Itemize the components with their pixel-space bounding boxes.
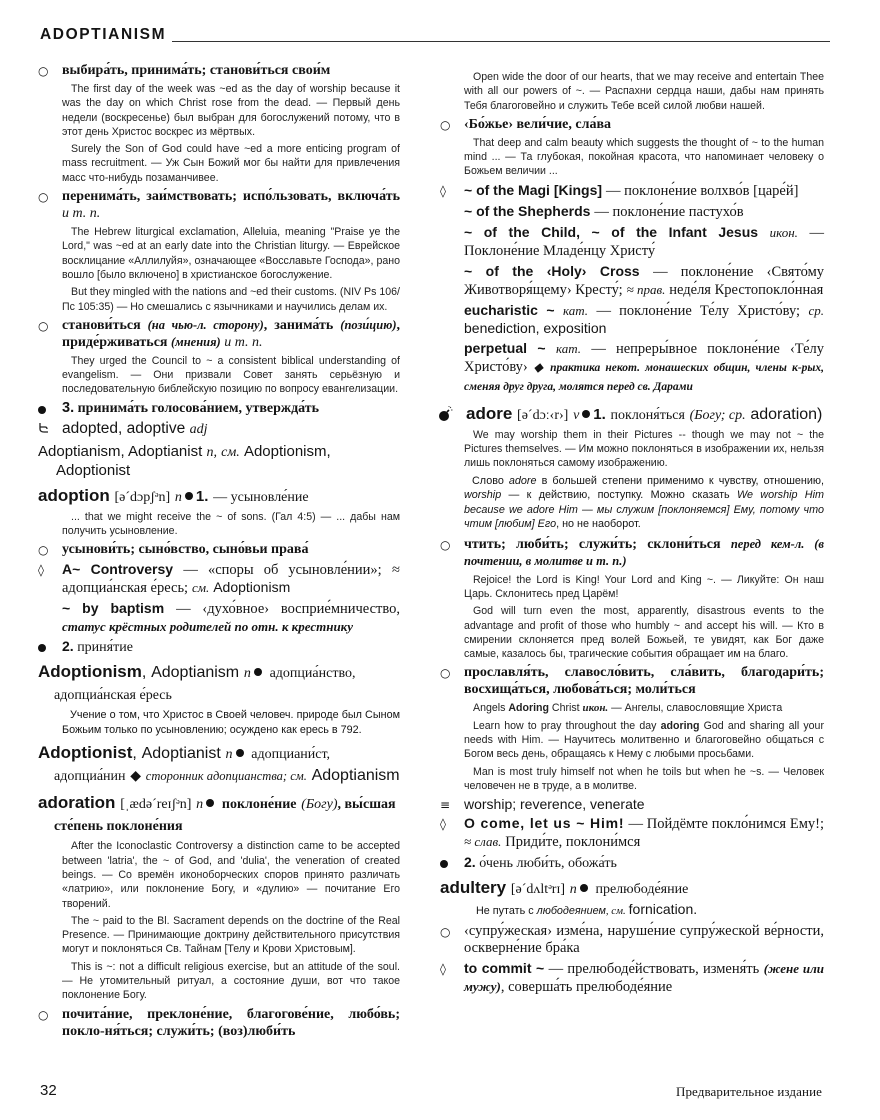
diamond-icon: ◊ (440, 961, 446, 976)
idiom-translation: — непреры́вное поклоне́ние ‹Те́лу Христо́ву› (464, 340, 825, 375)
idiom-eucharistic (440, 302, 824, 337)
headword: Adoptionism (38, 662, 142, 682)
label: кат. (562, 302, 589, 318)
example: God will turn even the most, apparently, disastrous events to the advantage and profit of those who humbly ~ and accept his will. — Кто в смирении склоняется пред волей Божьей, те увидят, как Бог даже самые, казалось бы, трагические события обращает им на благо. (464, 605, 824, 661)
idiom-phrase: ~ of the Magi [Kings] (464, 181, 603, 198)
headword: adoration (38, 793, 116, 813)
see-label: ср. (808, 302, 825, 318)
example: Open wide the door of our hearts, that we may receive and entertain Thee with all our powers of ~. — Распахни сердца наши, дабы нам принять Тебя благоговейно и служить Тебе всей силой любви нашей. (464, 71, 824, 112)
sense-number: 3. (62, 399, 75, 416)
gloss: (Богу; ср. (689, 407, 746, 423)
idiom-translation: — Поклоне́ние Младе́нцу Христу́ (464, 224, 824, 259)
headword: adore (466, 403, 513, 423)
sense-text: усынови́ть; сыно́вство, сыно́вьи права́ (62, 542, 309, 558)
idiom-phrase: ~ by baptism (62, 600, 165, 617)
right-column (440, 70, 824, 999)
triple-bar-icon: ≡ (440, 798, 451, 813)
note-text: Не путать с (476, 905, 534, 918)
open-circle-icon: ○ (38, 318, 49, 333)
example: The first day of the week was ~ed as the day of worship because it was the day on which Christ rose from the dead. — Первый день недели (воскресенье) был выбран для богослужений потому, что в этот день Христос воскрес из мёртвых. (62, 83, 400, 138)
open-circle-icon: ○ (440, 117, 451, 132)
idiom-holy-cross (440, 263, 824, 299)
example: This is ~: not a difficult religious exercise, but an attitude of the soul. — Не утомительный ритуал, а состояние души, вот что такое поклонение Богу. (62, 960, 400, 1002)
adoration-sense-glory (440, 116, 824, 133)
open-circle-icon: ○ (440, 666, 451, 681)
gloss: сторонник адопцианства; см. (145, 769, 307, 784)
filled-circle-icon (582, 410, 590, 418)
sense-text: выбира́ть, принима́ть; станови́ться свои́м (62, 63, 331, 78)
idiom-translation: — поклоне́ние ‹Свято́му Животворя́щему› Кресту́; (464, 263, 825, 298)
idiom-translation: — «споры об усыновле́нии»; (183, 562, 382, 579)
pronunciation: [ˌædə´reɪʃᵊn] (120, 797, 192, 813)
adore-sense-2 (440, 854, 824, 872)
idiom-translation: — Пойдёмте покло́нимся Ему!; (628, 816, 825, 833)
sense-text: почита́ние, преклоне́ние, благогове́ние, любо́вь; покло-ня́ться; служи́ть; (воз)люби́ть (62, 1006, 400, 1039)
usage-note (440, 474, 824, 532)
pronunciation: [ə´dɔpʃᵊn] (114, 489, 171, 505)
synonyms (440, 796, 824, 813)
edition-label: Предварительное издание (675, 1084, 822, 1099)
example: They urged the Council to ~ a consistent biblical understanding of evangelism. — Они призвали Совет занять серьёзную и последовательную библейскую позицию по вопросу евангелизации. (62, 354, 400, 396)
idiom-translation: ≈ адопциа́нская е́ресь; (62, 562, 401, 597)
part-of-speech: v (573, 407, 580, 423)
diamond-icon: ◊ (440, 817, 446, 832)
part-of-speech: n, (206, 444, 217, 460)
example: The ~ paid to the Bl. Sacrament depends on the doctrine of the Real Presence. — Принимающие доктрину действительного присутствия могут и поклоняться Св. Тайнам [Телу и Крови Христовым]. (62, 914, 400, 956)
note-text: Слово (472, 474, 504, 487)
idiom-adoption-by-baptism (38, 600, 400, 635)
sense-gloss: (мнения) (171, 334, 221, 349)
part-of-speech: n (243, 666, 251, 682)
note-text: , но не наоборот. (556, 518, 641, 531)
example: But they mingled with the nations and ~ed their customs. (NIV Ps 106/Пс 105:35) — Но смешались с язычниками и научились делам их. (62, 286, 400, 313)
label: ≈ слав. (464, 834, 502, 850)
filled-circle-icon (580, 884, 588, 892)
translation: адопциа́нство, адопциа́нская е́ресь (54, 666, 356, 704)
left-column (38, 60, 400, 1043)
open-circle-icon: ○ (38, 1007, 49, 1022)
example-text: Christ (551, 702, 580, 715)
adore-sense-c (440, 664, 824, 698)
adopt-sense-3 (38, 400, 400, 417)
sense-text: чтить; люби́ть; служи́ть; склони́ться (464, 536, 721, 552)
idiom-to-commit (440, 960, 824, 996)
entry-adore (440, 404, 824, 426)
sense-gloss: перед кем-л. (в почтении, в молитве и т. п.) (464, 536, 824, 568)
adoration-sub-sense (38, 1006, 400, 1040)
synonym-list: worship; reverence, venerate (464, 796, 645, 813)
example: The Hebrew liturgical exclamation, Alleluia, meaning "Praise ye the Lord," was ~ed at an early date into the Christian liturgy. — Еврейское восклицание «Аллилуйя», означающее «Восславьте Господа», рано вошло [было включено] в христианское богослужение. (62, 226, 400, 281)
variant-headword: Adoptianist (141, 745, 221, 763)
see-label: см. (191, 580, 210, 596)
pronunciation: [ə´dɔː‹r›] (517, 407, 569, 423)
example: Man is most truly himself not when he toils but when he ~s. — Человек человечен не в труде, а в молитве. (464, 765, 824, 792)
idiom-shepherds (440, 203, 824, 221)
note-example: We worship Him because we adore Him — мы служим [поклоняемся] Ему, потому что чтим [любим] Его (464, 489, 824, 531)
diamond-icon: ◊ (38, 563, 44, 578)
idiom-translation: — ‹духо́вное› восприе́мничество, (176, 601, 401, 618)
sense-gloss: (на чью-л. сторону) (147, 317, 264, 332)
idiom-phrase: eucharistic ~ (464, 301, 555, 318)
variant-headword: Adoptianism (151, 664, 240, 682)
headword: adoption (38, 485, 110, 505)
entry-adoptionist: Adoptionist, Adoptianist n адопциани́ст, адопциа́нин ◆ сторонник адопцианства; см. Adoptianism (38, 743, 400, 785)
idiom-phrase: ~ of the Shepherds (464, 202, 591, 219)
example: Surely the Son of God could have ~ed a more enticing program of mass recruitment. — Уж Сын Божий мог бы найти для привлечения масс что-нибудь позаманчивее. (62, 143, 400, 184)
note-term: любодеянием (536, 905, 606, 918)
page-number: 32 (40, 1082, 57, 1099)
sense-gloss: (пози́цию) (340, 317, 397, 332)
label: кат. (555, 340, 581, 356)
derivative-words: adopted, adoptive (62, 419, 186, 437)
example-headword: adoring (660, 719, 700, 732)
entry-adultery (440, 878, 824, 900)
idiom-phrase: ~ of the ‹Holy› Cross (464, 262, 640, 279)
entry-adoptionism: Adoptionism, Adoptianism n адопциа́нство, адопциа́нская е́ресь (38, 662, 356, 704)
usage-note (440, 902, 824, 919)
adore-sense-b (440, 536, 824, 570)
filled-circle-icon (236, 749, 244, 757)
idiom-phrase: to commit ~ (464, 959, 545, 976)
derivatives (38, 420, 400, 439)
idiom-phrase: ~ of the Child, ~ of the Infant Jesus (464, 223, 759, 240)
translation: — усыновле́ние (213, 489, 309, 505)
example (440, 719, 824, 762)
entry-adoption (38, 486, 400, 508)
part-of-speech: adj (189, 421, 208, 437)
note-term: worship (464, 489, 502, 502)
usage-note: Учение о том, что Христос в Своей человеч. природе был Сыном Божьим только по усыновлению; осуждено как ересь в 792. (62, 709, 400, 736)
idiom-phrase: perpetual ~ (464, 339, 546, 356)
example (440, 701, 824, 715)
example-headword: Adoring (508, 702, 549, 715)
idiom-translation: неде́ля Крестопокло́нная (669, 281, 824, 298)
sense-text: о́чень люби́ть, обожа́ть (479, 856, 617, 872)
filled-circle-icon (185, 492, 193, 500)
filled-circle-icon (440, 857, 456, 874)
idiom-o-come (440, 815, 824, 851)
idiom-phrase: O come, let us ~ Him! (464, 815, 625, 832)
part-of-speech: n (569, 882, 577, 898)
example-text: Learn how to pray throughout the day (473, 719, 657, 732)
sense-text: , занима́ть (263, 317, 334, 333)
idiom-translation: Приди́те, поклони́мся (505, 834, 641, 851)
translation: адопциани́ст, адопциа́нин (54, 747, 331, 785)
open-circle-icon: ○ (440, 537, 451, 552)
open-circle-icon: ○ (38, 190, 49, 205)
idiom-child (440, 224, 824, 260)
sense-number: 1. (593, 405, 606, 423)
sense-tail: и т. п. (62, 206, 101, 222)
sense-text: принима́ть голосова́нием, утвержда́ть (77, 400, 320, 416)
see-label: , см. (605, 905, 626, 918)
idiom-perpetual (440, 340, 824, 396)
open-circle-icon: ○ (38, 64, 49, 78)
example: That deep and calm beauty which suggests the thought of ~ to the human mind ... — Та глубокая, покойная красота, что напоминает человеку о Божьем величии ... (464, 136, 824, 178)
open-circle-icon: ○ (440, 924, 451, 939)
adultery-sense (440, 923, 824, 957)
adopt-sense-c (38, 317, 400, 351)
example-text: Angels (473, 702, 506, 715)
sense-text: перенима́ть, заи́мствовать; испо́льзовать, включа́ть (62, 189, 400, 205)
translation: прелюбоде́яние (595, 882, 689, 898)
idiom-gloss: ◆ практика некот. монашеских общин, члены к-рых, сменяя друг друга, молятся перед св. Дарами (464, 361, 825, 393)
cross-reference[interactable]: Adoptionism, Adoptionist (56, 442, 331, 479)
adoption-sub-sense (38, 541, 400, 558)
note-text: в большей степени применимо к чувству, отношению, (541, 474, 825, 487)
filled-circle-icon (38, 403, 54, 420)
part-of-speech: n (196, 797, 204, 813)
sense-text: , приде́рживаться (62, 317, 401, 350)
entry-adoptianism (38, 443, 400, 480)
label: икон. (769, 224, 798, 240)
idiom-translation: — поклоне́ние Те́лу Христо́ву; (596, 302, 801, 319)
pointing-hand-icon (38, 421, 54, 439)
adoption-sense-2 (38, 638, 400, 656)
cross-reference[interactable]: Adoptionism (213, 579, 291, 596)
sense-number: 2. (464, 854, 476, 871)
headword: Adoptionist (38, 743, 133, 763)
idiom-translation: — поклоне́ние пастухо́в (594, 203, 744, 220)
sense-text: ‹Бо́жье› вели́чие, сла́ва (464, 116, 611, 132)
cross-reference[interactable]: adoration) (750, 405, 823, 423)
open-circle-icon: ○ (38, 543, 49, 558)
diamond-icon: ◊ (440, 183, 446, 198)
sense-number: 1. (195, 487, 209, 505)
example-text: — Ангелы, славословящие Христа (611, 702, 783, 715)
label: икон. (582, 702, 609, 715)
idiom-gloss: (жене или мужу) (464, 960, 825, 994)
cross-reference[interactable]: benediction, exposition (464, 319, 607, 336)
headword: Adoptianism, Adoptianist (38, 442, 203, 460)
gloss: (Богу) (301, 797, 338, 813)
small-diamond-icon: ◆ (130, 769, 142, 785)
example: We may worship them in their Pictures -- though we may not ~ the Pictures themselves. — Им можно поклоняться в изображении их, нельзя лишь поклоняться самому изображению. (464, 428, 824, 470)
part-of-speech: n (225, 747, 233, 763)
headword: adultery (440, 878, 507, 898)
translation: поклоня́ться (610, 407, 685, 423)
idiom-gloss: статус крёстных родителей по отн. к крестнику (62, 619, 354, 635)
idiom-adoption-controversy (38, 561, 400, 597)
sense-number: 2. (62, 638, 74, 655)
example: Rejoice! the Lord is King! Your Lord and King ~. — Ликуйте: Он наш Царь. Склонитесь пред Царём! (464, 573, 824, 600)
pronunciation: [ə´dʌltᵊrɪ] (510, 882, 565, 898)
filled-circle-icon (38, 641, 54, 658)
sense-text: прославля́ть, славосло́вить, сла́вить, благодари́ть; восхища́ться, любова́ться; моли́ться (464, 665, 824, 698)
idiom-translation: , соверша́ть прелюбоде́яние (500, 978, 673, 995)
entry-adoration (38, 793, 400, 837)
filled-circle-icon (254, 668, 262, 676)
translation: поклоне́ние (221, 797, 297, 813)
example: After the Iconoclastic Controversy a distinction came to be accepted between 'latria', the ~ of God, and 'dulia', the veneration of created beings. — Со времён иконоборческих споров принято различать «латрию», или поклонение Богу, и «дулию» — почитание Его творений. (62, 840, 400, 910)
running-head (40, 26, 830, 46)
cross-reference[interactable]: Adoptianism (311, 767, 400, 785)
idiom-translation: — поклоне́ние волхво́в [царе́й] (605, 182, 799, 199)
translation: , вы́сшая сте́пень поклоне́ния (54, 797, 396, 835)
label: ≈ прав. (626, 281, 666, 297)
bomb-icon (437, 406, 453, 422)
filled-circle-icon (206, 799, 214, 807)
example-text: God and sharing all your needs with Him. — Научитесь молитвенно и благоговейно общаться с Богом весь день, обращаясь к Нему с любыми просьбами. (464, 719, 824, 761)
note-term: adore (508, 474, 537, 487)
adopt-sense-b (38, 188, 400, 222)
example: ... that we might receive the ~ of sons. (Гал 4:5) — ... дабы нам получить усыновление. (62, 510, 400, 538)
running-head-title: ADOPTIANISM (40, 26, 172, 43)
sense-text: приня́тие (77, 640, 133, 656)
part-of-speech: n (174, 489, 182, 505)
adopt-sense-a (38, 62, 400, 79)
sense-text: станови́ться (62, 317, 141, 333)
see-label: см. (221, 444, 240, 460)
idiom-translation: — прелюбоде́йствовать, изменя́ть (548, 960, 760, 977)
sense-text: ‹супру́жеская› изме́на, наруше́ние супру́жеской ве́рности, оскверне́ние бра́ка (464, 922, 824, 956)
cross-reference[interactable]: fornication. (628, 901, 698, 918)
sense-tail: и т. п. (224, 334, 263, 350)
idiom-magi (440, 182, 824, 200)
note-text: — к действию, поступку. Можно сказать (508, 489, 730, 502)
idiom-phrase: A~ Controversy (62, 561, 174, 578)
